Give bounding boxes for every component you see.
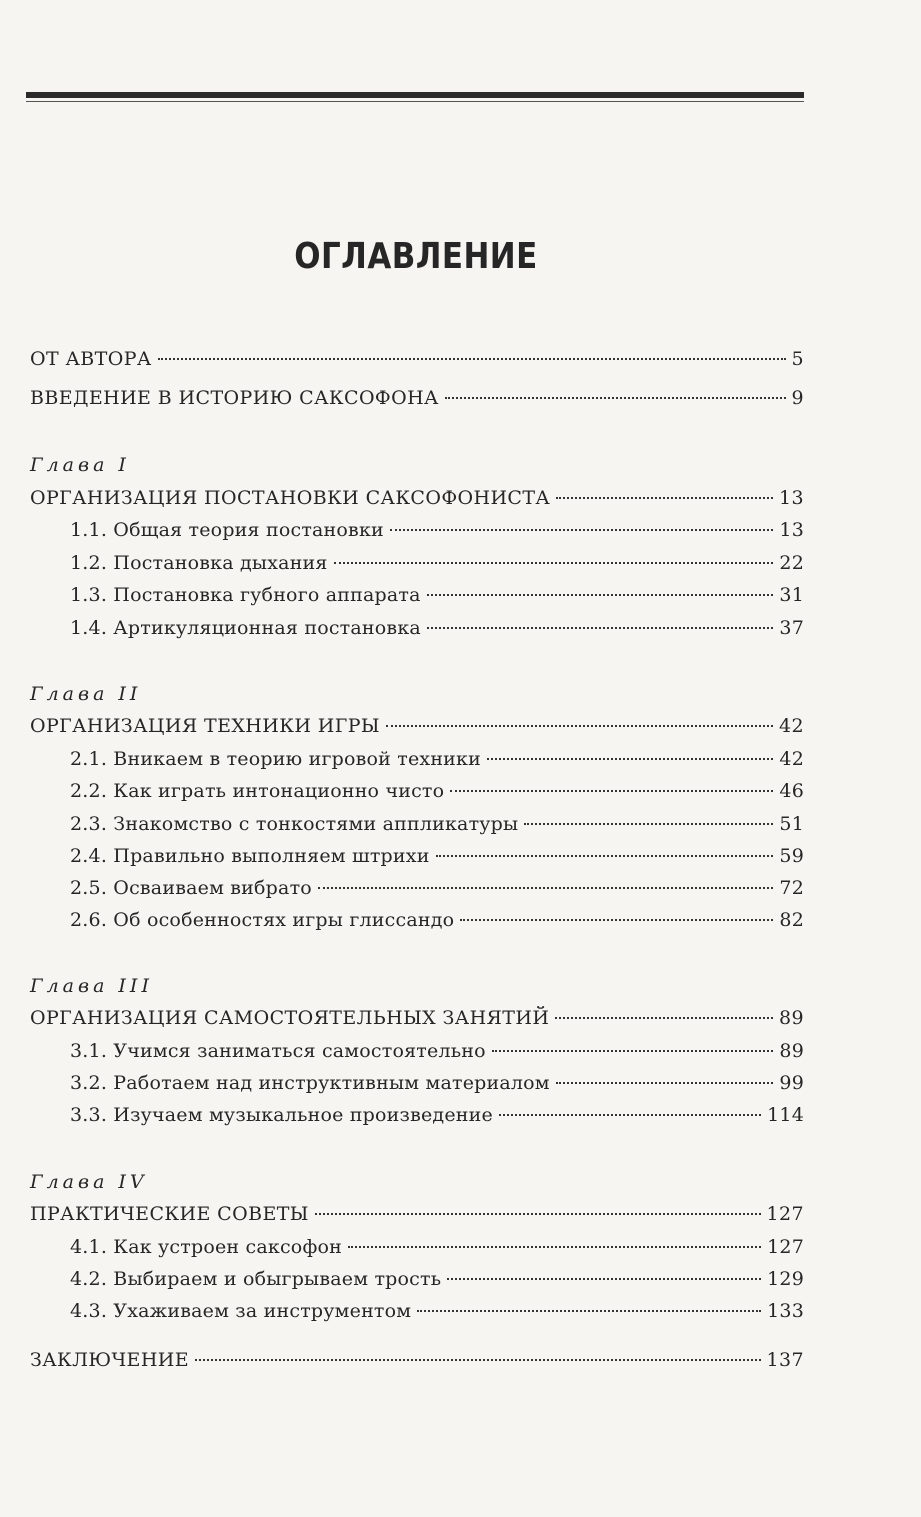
toc-entry-section: 2.5. Осваиваем вибрато 72 <box>70 877 804 899</box>
chapter-heading: Глава II <box>30 683 142 705</box>
toc-entry-conclusion: ЗАКЛЮЧЕНИЕ 137 <box>30 1349 804 1371</box>
page-number: 99 <box>779 1072 804 1094</box>
page-number: 5 <box>791 348 804 370</box>
dot-leader <box>417 1310 761 1312</box>
dot-leader <box>348 1246 761 1248</box>
dot-leader <box>386 725 773 727</box>
toc-entry-section: 1.4. Артикуляционная постановка 37 <box>70 617 804 639</box>
dot-leader <box>499 1114 761 1116</box>
toc-entry-chapter-title: ОРГАНИЗАЦИЯ САМОСТОЯТЕЛЬНЫХ ЗАНЯТИЙ 89 <box>30 1007 804 1029</box>
page-title: ОГЛАВЛЕНИЕ <box>294 236 538 277</box>
dot-leader <box>427 627 774 629</box>
page-number: 37 <box>779 617 804 639</box>
dot-leader <box>390 529 774 531</box>
chapter-heading: Глава IV <box>30 1171 148 1193</box>
dot-leader <box>556 1082 774 1084</box>
dot-leader <box>447 1278 761 1280</box>
dot-leader <box>334 562 774 564</box>
dot-leader <box>158 358 786 360</box>
page-number: 127 <box>766 1203 804 1225</box>
toc-entry-chapter-title: ОРГАНИЗАЦИЯ ТЕХНИКИ ИГРЫ 42 <box>30 715 804 737</box>
dot-leader <box>492 1050 774 1052</box>
toc-entry-chapter-title: ОРГАНИЗАЦИЯ ПОСТАНОВКИ САКСОФОНИСТА 13 <box>30 487 804 509</box>
page-number: 51 <box>779 813 804 835</box>
toc-entry-section: 4.3. Ухаживаем за инструментом 133 <box>70 1300 804 1322</box>
toc-entry-author: ОТ АВТОРА 5 <box>30 348 804 370</box>
page-number: 42 <box>779 748 804 770</box>
page-number: 13 <box>779 487 804 509</box>
chapter-heading: Глава III <box>30 975 153 997</box>
toc-entry-section: 4.1. Как устроен саксофон 127 <box>70 1236 804 1258</box>
page-number: 22 <box>779 552 804 574</box>
dot-leader <box>555 1017 773 1019</box>
toc-entry-section: 2.2. Как играть интонационно чисто 46 <box>70 780 804 802</box>
page-number: 46 <box>779 780 804 802</box>
page-number: 114 <box>767 1104 804 1126</box>
dot-leader <box>524 823 773 825</box>
chapter-heading: Глава I <box>30 454 130 476</box>
toc-entry-section: 2.4. Правильно выполняем штрихи 59 <box>70 845 804 867</box>
page-number: 137 <box>766 1349 804 1371</box>
dot-leader <box>460 919 773 921</box>
toc-entry-intro: ВВЕДЕНИЕ В ИСТОРИЮ САКСОФОНА 9 <box>30 387 804 409</box>
toc-entry-section: 2.1. Вникаем в теорию игровой техники 42 <box>70 748 804 770</box>
page-number: 42 <box>779 715 804 737</box>
page-number: 72 <box>779 877 804 899</box>
toc-entry-section: 3.2. Работаем над инструктивным материалом 99 <box>70 1072 804 1094</box>
page-number: 59 <box>779 845 804 867</box>
toc-entry-chapter-title: ПРАКТИЧЕСКИЕ СОВЕТЫ 127 <box>30 1203 804 1225</box>
toc-entry-section: 1.2. Постановка дыхания 22 <box>70 552 804 574</box>
page-number: 9 <box>791 387 804 409</box>
page-number: 89 <box>779 1040 804 1062</box>
toc-entry-section: 3.3. Изучаем музыкальное произведение 114 <box>70 1104 804 1126</box>
toc-entry-section: 2.6. Об особенностях игры глиссандо 82 <box>70 909 804 931</box>
page-number: 127 <box>767 1236 804 1258</box>
page-number: 129 <box>767 1268 804 1290</box>
dot-leader <box>315 1213 761 1215</box>
dot-leader <box>195 1359 761 1361</box>
toc-entry-section: 1.3. Постановка губного аппарата 31 <box>70 584 804 606</box>
toc-entry-section: 2.3. Знакомство с тонкостями аппликатуры 51 <box>70 813 804 835</box>
dot-leader <box>318 887 773 889</box>
dot-leader <box>436 855 774 857</box>
toc-entry-section: 4.2. Выбираем и обыгрываем трость 129 <box>70 1268 804 1290</box>
dot-leader <box>487 758 773 760</box>
toc-entry-section: 1.1. Общая теория постановки 13 <box>70 519 804 541</box>
page-number: 13 <box>779 519 804 541</box>
page-number: 133 <box>767 1300 804 1322</box>
page-number: 82 <box>779 909 804 931</box>
dot-leader <box>427 594 774 596</box>
toc-entry-section: 3.1. Учимся заниматься самостоятельно 89 <box>70 1040 804 1062</box>
page-number: 89 <box>779 1007 804 1029</box>
page-number: 31 <box>779 584 804 606</box>
dot-leader <box>450 790 773 792</box>
dot-leader <box>445 397 786 399</box>
dot-leader <box>556 497 773 499</box>
